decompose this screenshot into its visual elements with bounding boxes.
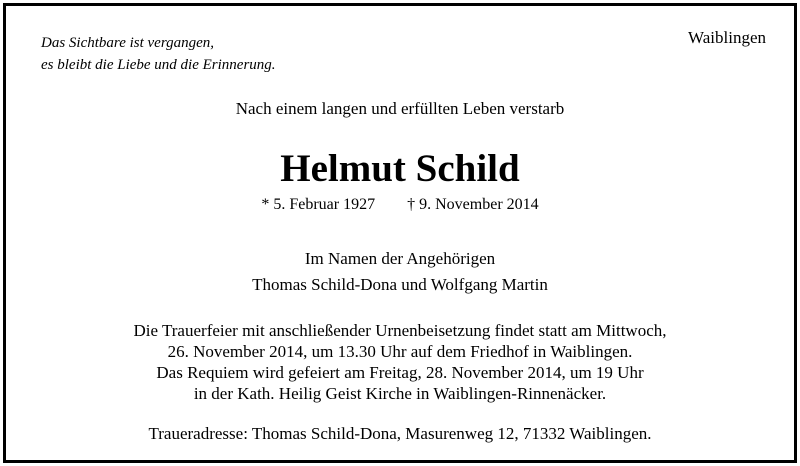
family-line-1: Im Namen der Angehörigen: [304, 249, 496, 268]
deceased-name: Helmut Schild: [280, 147, 520, 190]
obituary-notice: [3, 3, 797, 463]
mourning-address: Traueradresse: Thomas Schild-Dona, Masurenweg 12, 71332 Waiblingen.: [148, 424, 652, 443]
service-details: [6, 320, 794, 404]
place-name: Waiblingen: [688, 28, 766, 47]
service-line-3: Das Requiem wird gefeiert am Freitag, 28. November 2014, um 19 Uhr: [156, 363, 644, 382]
family-line-2: Thomas Schild-Dona und Wolfgang Martin: [252, 275, 548, 294]
birth-date: * 5. Februar 1927: [261, 196, 376, 213]
intro-text: Nach einem langen und erfüllten Leben verstarb: [235, 99, 565, 118]
memorial-quote: [41, 32, 276, 76]
service-line-2: 26. November 2014, um 13.30 Uhr auf dem Friedhof in Waiblingen.: [167, 342, 633, 361]
service-line-4: in der Kath. Heilig Geist Kirche in Waiblingen-Rinnenäcker.: [193, 384, 607, 403]
service-line-1: Die Trauerfeier mit anschließender Urnenbeisetzung findet statt am Mittwoch,: [133, 321, 667, 340]
death-date: † 9. November 2014: [407, 196, 539, 213]
life-dates: [6, 196, 794, 214]
quote-line-2: es bleibt die Liebe und die Erinnerung.: [41, 57, 276, 73]
family-signature: [6, 246, 794, 298]
quote-line-1: Das Sichtbare ist vergangen,: [41, 35, 215, 51]
